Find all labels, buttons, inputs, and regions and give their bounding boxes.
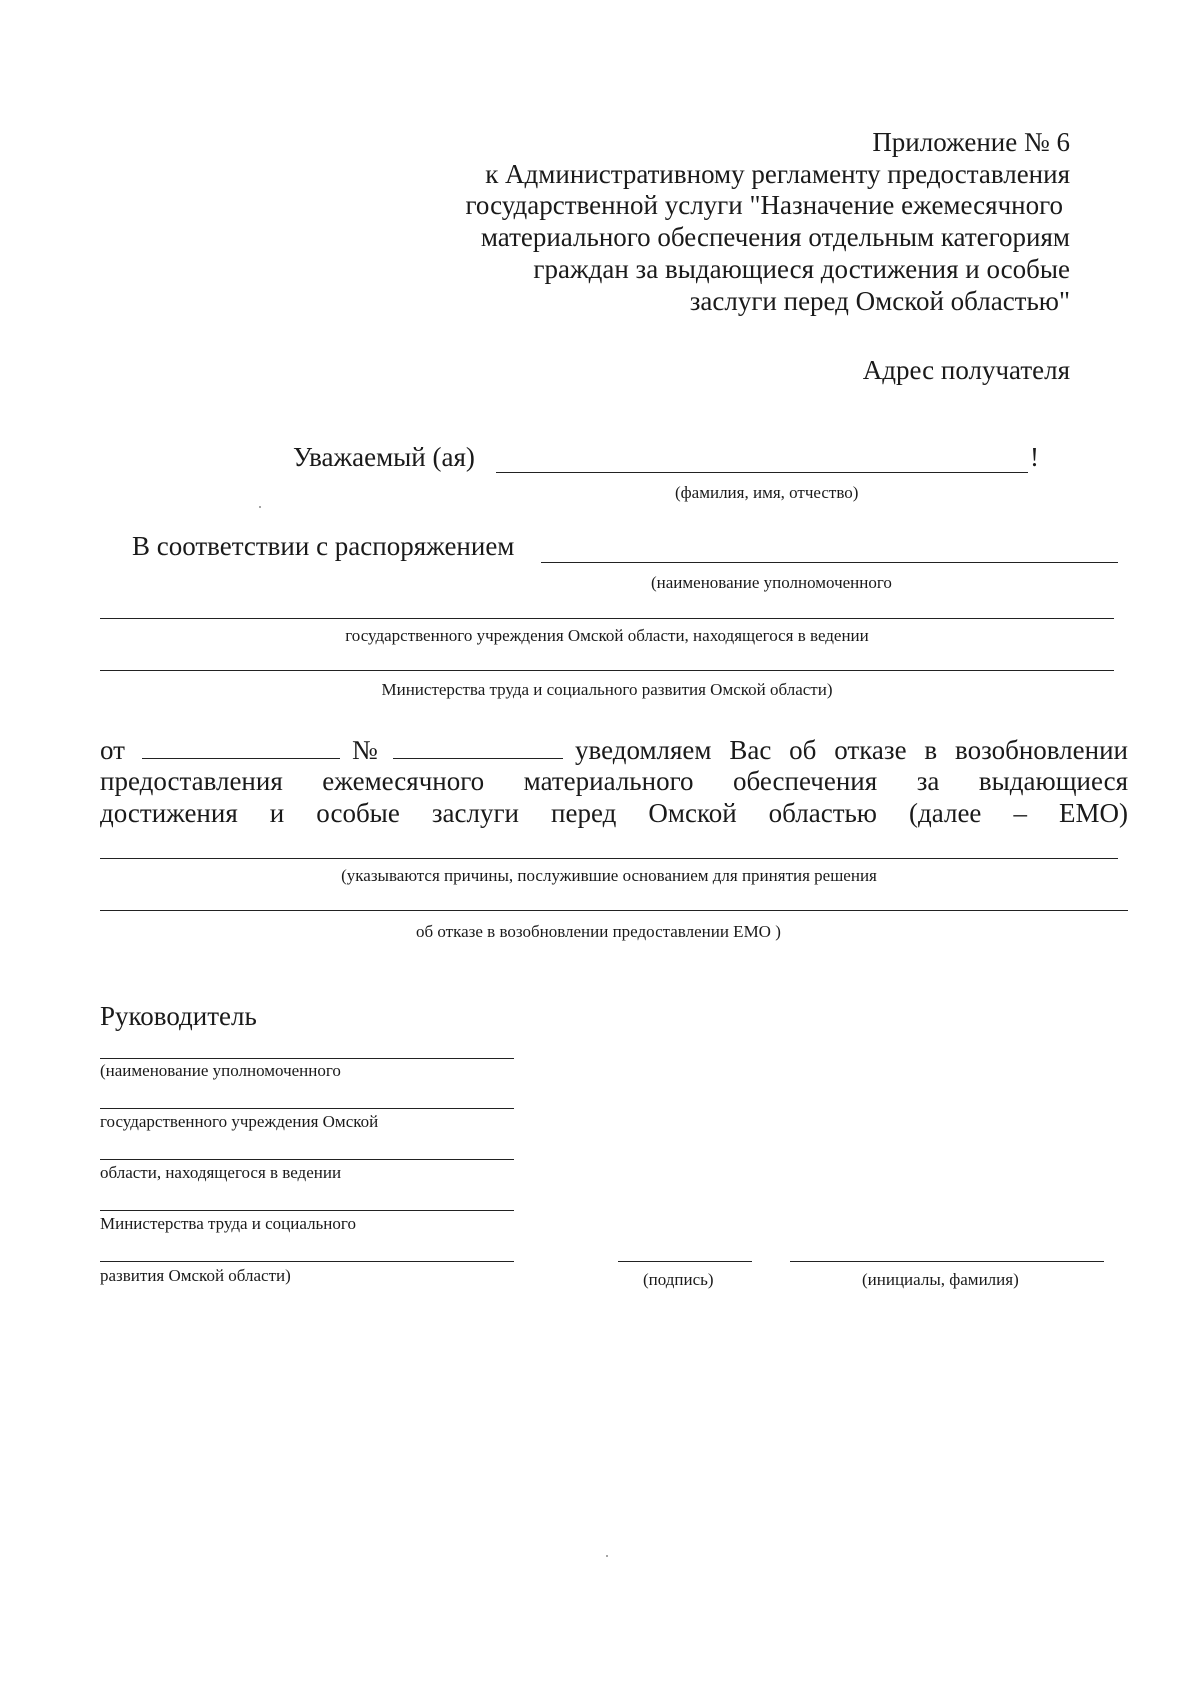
org-line-1 <box>100 1058 514 1059</box>
body-line-2: предоставления ежемесячного материального обеспечения за выдающиеся <box>100 766 1128 796</box>
body-line-1: уведомляем Вас об отказе в возобновлении <box>575 735 1128 765</box>
scan-speck <box>259 506 261 508</box>
order-label: В соответствии с распоряжением <box>132 531 515 561</box>
org-line-5 <box>100 1261 514 1262</box>
header-line-4: граждан за выдающиеся достижения и особые <box>533 254 1070 284</box>
recipient-address: Адрес получателя <box>862 355 1070 385</box>
order-line <box>541 562 1118 563</box>
org-hint-3: области, находящегося в ведении <box>100 1163 342 1182</box>
header-line-2: государственной услуги "Назначение ежемесячного <box>465 190 1063 220</box>
org-hint-1: (наименование уполномоченного <box>100 1061 341 1080</box>
greeting-exclamation: ! <box>1030 442 1039 472</box>
reason-hint-1: (указываются причины, послужившие основанием для принятия решения <box>341 866 877 885</box>
body-line-3: достижения и особые заслуги перед Омской областью (далее – ЕМО) <box>100 798 1128 828</box>
reason-line-1 <box>100 858 1118 859</box>
signature-hint: (подпись) <box>643 1270 714 1289</box>
org-hint-5: развития Омской области) <box>100 1266 291 1285</box>
reason-line-2 <box>100 910 1128 911</box>
order-line-3 <box>100 670 1114 671</box>
org-hint-2: государственного учреждения Омской <box>100 1112 379 1131</box>
name-hint: (инициалы, фамилия) <box>862 1270 1019 1289</box>
date-line <box>142 758 340 759</box>
header-line-5: заслуги перед Омской областью" <box>689 286 1070 316</box>
org-line-4 <box>100 1210 514 1211</box>
order-hint-3: Министерства труда и социального развития Омской области) <box>381 680 833 699</box>
number-line <box>393 758 563 759</box>
number-label: № <box>352 735 378 765</box>
recipient-name-line <box>496 472 1028 473</box>
org-hint-4: Министерства труда и социального <box>100 1214 356 1233</box>
head-label: Руководитель <box>100 1001 257 1031</box>
recipient-name-hint: (фамилия, имя, отчество) <box>675 483 859 502</box>
name-line <box>790 1261 1104 1262</box>
from-label: от <box>100 735 125 765</box>
reason-hint-2: об отказе в возобновлении предоставлении ЕМО ) <box>416 922 781 941</box>
greeting-label: Уважаемый (ая) <box>293 442 475 472</box>
header-line-1: к Административному регламенту предоставления <box>485 159 1070 189</box>
scan-speck <box>606 1555 608 1557</box>
order-line-2 <box>100 618 1114 619</box>
order-hint-2: государственного учреждения Омской области, находящегося в ведении <box>345 626 869 645</box>
order-hint-1: (наименование уполномоченного <box>651 573 892 592</box>
signature-line <box>618 1261 752 1262</box>
header-line-3: материального обеспечения отдельным категориям <box>480 222 1070 252</box>
org-line-3 <box>100 1159 514 1160</box>
org-line-2 <box>100 1108 514 1109</box>
appendix-title: Приложение № 6 <box>872 127 1070 157</box>
